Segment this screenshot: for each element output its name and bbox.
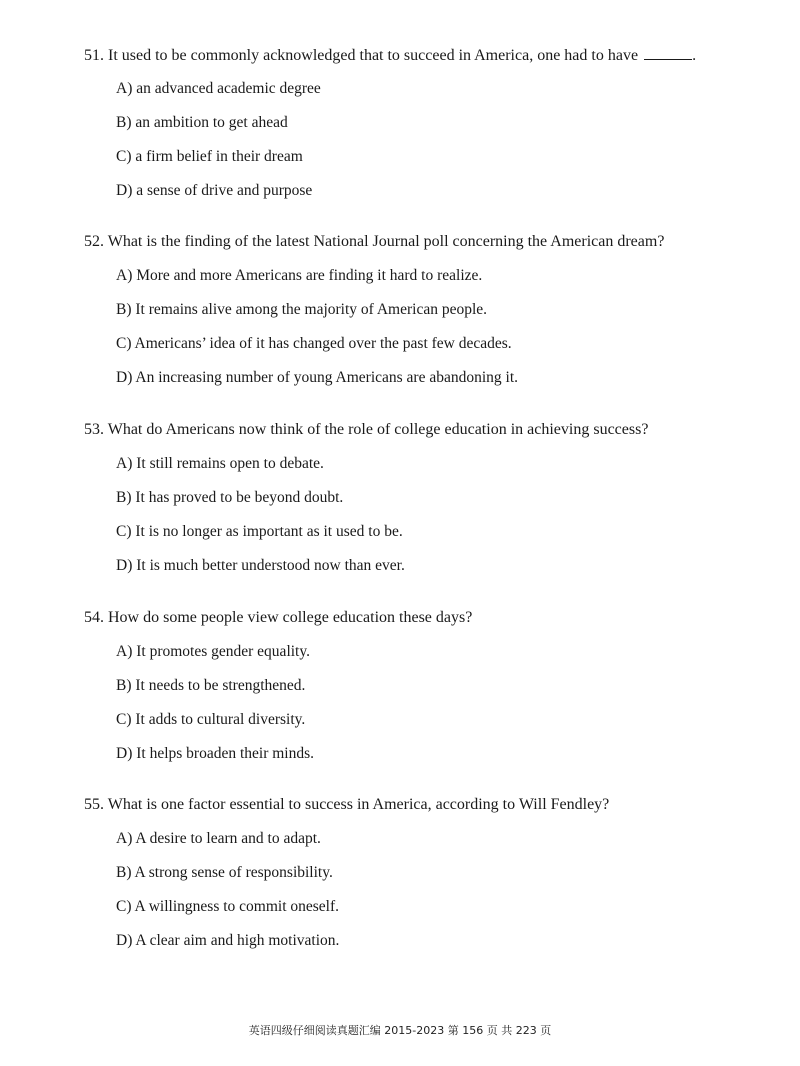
option-c: C) a firm belief in their dream bbox=[116, 148, 303, 165]
option-d: D) An increasing number of young Americans are abandoning it. bbox=[116, 369, 519, 386]
option-b: B) It needs to be strengthened. bbox=[116, 677, 306, 694]
option-c: C) Americans’ idea of it has changed over the past few decades. bbox=[116, 335, 512, 352]
option-c: C) It is no longer as important as it used to be. bbox=[116, 523, 403, 540]
question-stem: 52. What is the finding of the latest National Journal poll concerning the American dream? bbox=[84, 233, 665, 250]
option-d: D) a sense of drive and purpose bbox=[116, 182, 313, 199]
answer-blank bbox=[644, 45, 692, 60]
question-55 bbox=[84, 795, 784, 951]
option-a: A) A desire to learn and to adapt. bbox=[116, 830, 321, 847]
question-stem: 51. It used to be commonly acknowledged that to succeed in America, one had to have . bbox=[84, 47, 697, 64]
option-a: A) More and more Americans are finding it hard to realize. bbox=[116, 267, 483, 284]
question-51 bbox=[84, 45, 784, 201]
option-c: C) It adds to cultural diversity. bbox=[116, 711, 306, 728]
option-d: D) It is much better understood now than ever. bbox=[116, 557, 405, 574]
option-b: B) It has proved to be beyond doubt. bbox=[116, 489, 344, 506]
question-stem: 54. How do some people view college education these days? bbox=[84, 609, 473, 626]
option-a: A) It promotes gender equality. bbox=[116, 643, 310, 660]
option-d: D) It helps broaden their minds. bbox=[116, 745, 315, 762]
option-b: B) A strong sense of responsibility. bbox=[116, 864, 333, 881]
option-d: D) A clear aim and high motivation. bbox=[116, 932, 340, 949]
option-b: B) an ambition to get ahead bbox=[116, 114, 288, 131]
question-53 bbox=[84, 420, 784, 576]
question-stem: 55. What is one factor essential to success in America, according to Will Fendley? bbox=[84, 796, 610, 813]
question-stem: 53. What do Americans now think of the role of college education in achieving success? bbox=[84, 421, 649, 438]
option-c: C) A willingness to commit oneself. bbox=[116, 898, 340, 915]
page-footer: 英语四级仔细阅读真题汇编 2015-2023 第 156 页 共 223 页 bbox=[248, 1024, 552, 1037]
option-a: A) It still remains open to debate. bbox=[116, 455, 324, 472]
option-b: B) It remains alive among the majority of American people. bbox=[116, 301, 488, 318]
question-52 bbox=[84, 232, 784, 388]
option-a: A) an advanced academic degree bbox=[116, 80, 321, 97]
question-54 bbox=[84, 608, 784, 764]
